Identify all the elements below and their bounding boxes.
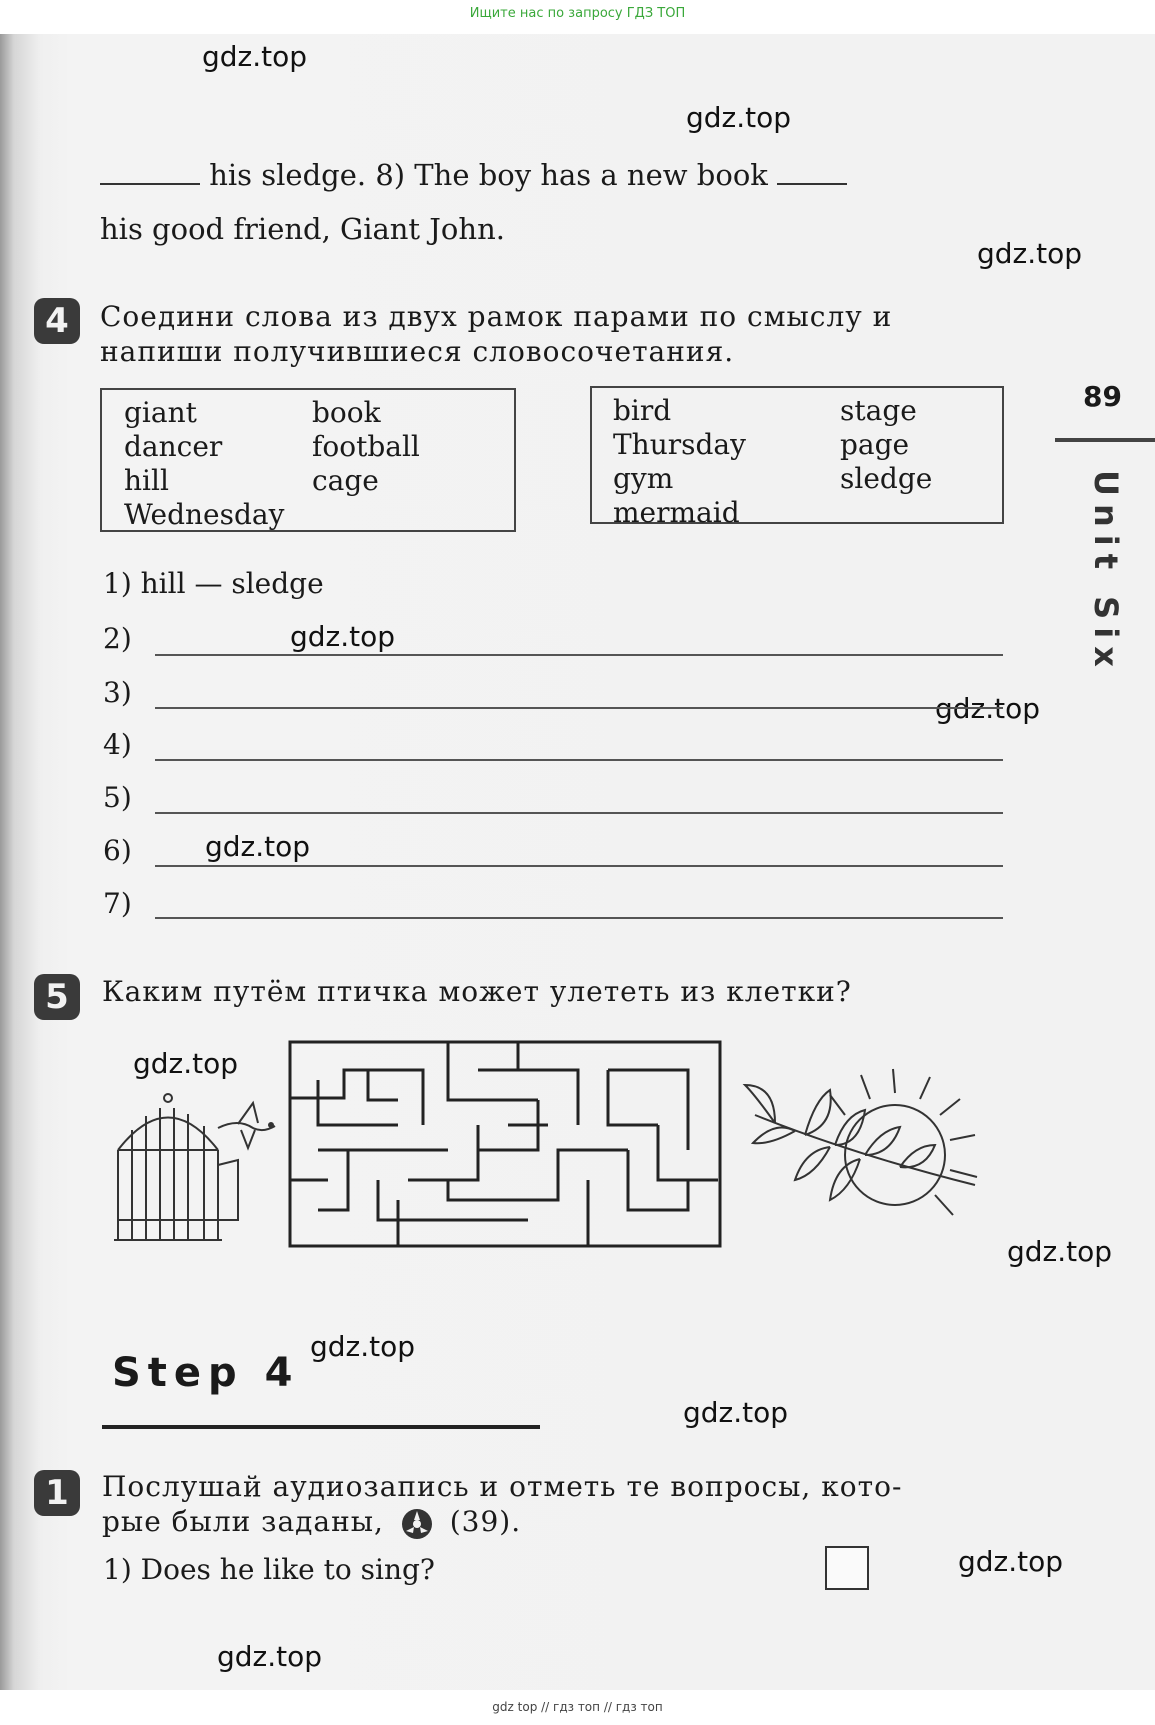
answer-line[interactable] [155,654,1003,656]
page-number-rule [1055,438,1155,442]
exercise3-line2: his good friend, Giant John. [100,212,505,246]
answer-line[interactable] [155,812,1003,814]
word: football [312,430,420,463]
answer-checkbox[interactable] [825,1546,869,1590]
bird-icon [213,1098,283,1158]
exercise-number-badge: 4 [34,298,80,344]
step4-ex1-instruction-line2 [102,1505,521,1541]
unit-label: Unit Six [1087,470,1125,675]
answer-number: 3) [103,676,132,709]
page-number: 89 [1083,380,1122,413]
instruction-text: рые были заданы, [102,1505,384,1538]
answer-number: 6) [103,834,132,867]
watermark: gdz.top [290,620,396,653]
workbook-page [0,34,1155,1690]
watermark: gdz.top [935,692,1041,725]
audio-disc-icon[interactable] [400,1507,434,1541]
word: giant [124,396,197,429]
word: page [840,428,910,461]
answer-blank[interactable] [777,183,847,185]
exercise-number-badge: 1 [34,1470,80,1516]
exercise3-text: 8) The boy has a new book [375,158,768,192]
branch-sun-icon [735,1055,985,1235]
exercise4-instruction: Соедини слова из двух рамок парами по смыслу и [100,300,893,333]
exercise5-instruction: Каким путём птичка может улететь из клетки? [102,975,852,1008]
watermark: gdz.top [310,1330,416,1363]
example-answer: 1) hill — sledge [103,567,324,600]
exercise3-line1 [100,158,847,192]
watermark: gdz.top [683,1396,789,1429]
answer-blank[interactable] [100,183,200,185]
step-underline [102,1425,540,1429]
exercise-number-badge: 5 [34,974,80,1020]
word: mermaid [613,496,740,529]
question-item: 1) Does he like to sing? [103,1553,435,1586]
word: Thursday [613,428,746,461]
watermark: gdz.top [686,101,792,134]
word: hill [124,464,169,497]
top-banner[interactable]: Ищите нас по запросу ГДЗ ТОП [469,6,686,21]
word: Wednesday [124,498,285,531]
answer-number: 2) [103,622,132,655]
answer-number: 4) [103,728,132,761]
exercise3-text: his sledge. [209,158,367,192]
answer-line[interactable] [155,759,1003,761]
word: cage [312,464,379,497]
answer-line[interactable] [155,865,1003,867]
word: book [312,396,381,429]
bottom-banner[interactable]: gdz top // гдз топ // гдз топ [492,1700,663,1714]
word: bird [613,394,672,427]
answer-number: 5) [103,781,132,814]
watermark: gdz.top [202,40,308,73]
word: dancer [124,430,223,463]
watermark: gdz.top [217,1640,323,1673]
watermark: gdz.top [977,237,1083,270]
track-number: (39). [449,1505,522,1538]
watermark: gdz.top [133,1047,239,1080]
word: stage [840,394,917,427]
answer-line[interactable] [155,707,1003,709]
answer-line[interactable] [155,917,1003,919]
word: sledge [840,462,933,495]
step-title: Step 4 [112,1350,300,1396]
watermark: gdz.top [1007,1235,1113,1268]
exercise4-instruction: напиши получившиеся словосочетания. [100,335,735,368]
word: gym [613,462,674,495]
maze-diagram [288,1040,724,1250]
answer-number: 7) [103,887,132,920]
step4-ex1-instruction: Послушай аудиозапись и отметь те вопросы, кото- [102,1470,903,1503]
watermark: gdz.top [958,1545,1064,1578]
watermark: gdz.top [205,830,311,863]
